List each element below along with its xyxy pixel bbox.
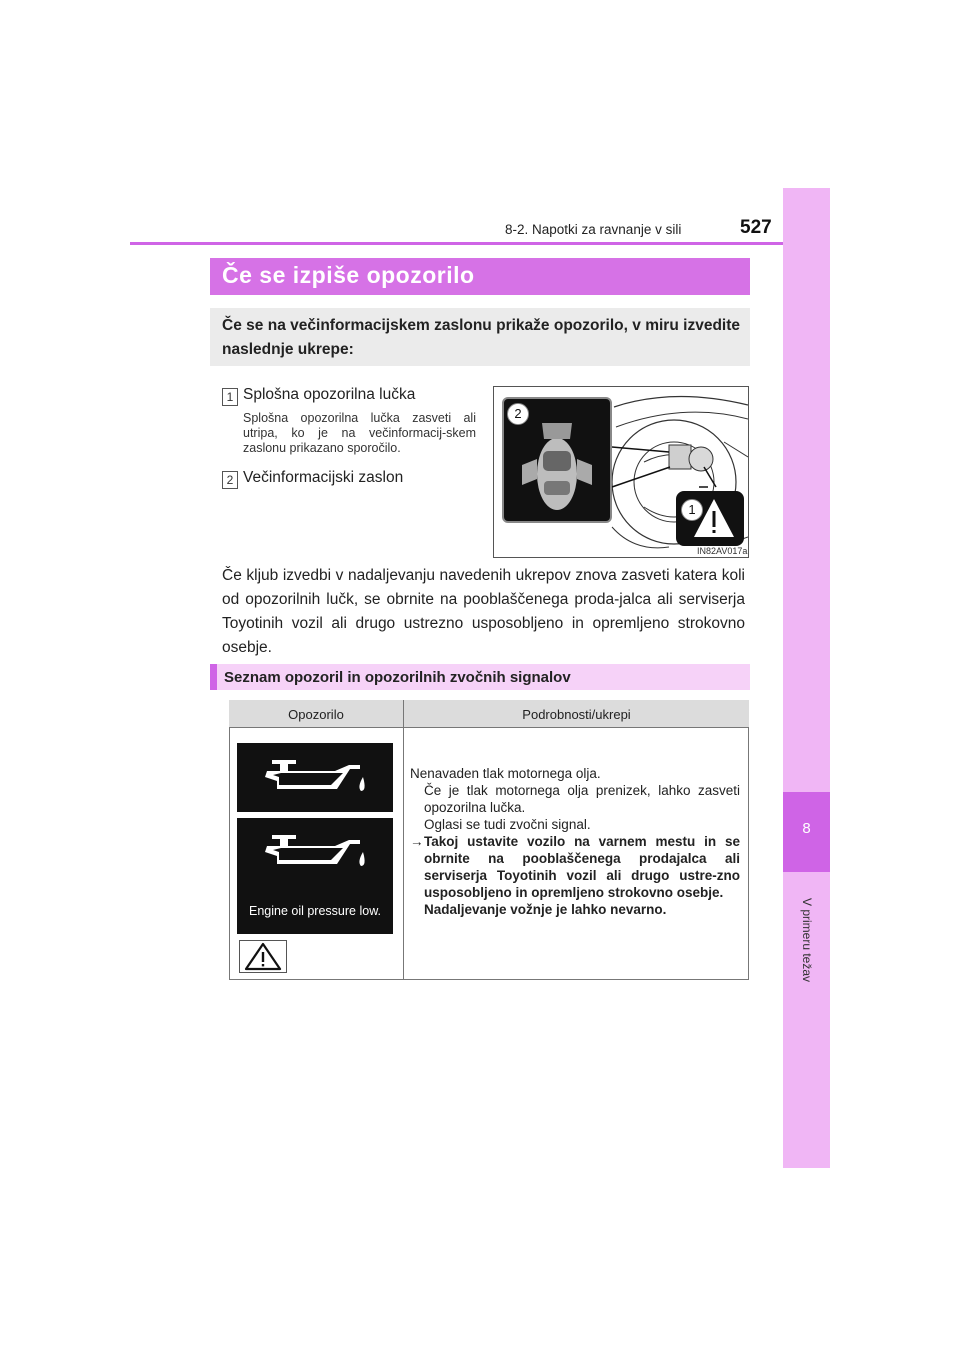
- action-row: [410, 833, 740, 901]
- details-title: Nenavaden tlak motornega olja.: [410, 766, 601, 781]
- chapter-number: 8: [802, 820, 811, 837]
- item-description: Splošna opozorilna lučka zasveti ali utripa, ko je na večinformacij-skem zaslonu prikazano sporočilo.: [243, 411, 476, 455]
- display-message-text: Engine oil pressure low.: [248, 904, 382, 918]
- table-column-divider: [403, 700, 404, 980]
- callout-1-badge: 1: [681, 499, 703, 521]
- multi-info-display-message: [237, 818, 393, 934]
- section-heading: 8-2. Napotki za ravnanje v sili: [505, 222, 682, 237]
- item-number-badge: 1: [222, 388, 238, 406]
- chapter-side-tab: [783, 188, 830, 1168]
- table-header-details: Podrobnosti/ukrepi: [522, 707, 631, 722]
- subsection-title: Seznam opozoril in opozorilnih zvočnih signalov: [224, 669, 571, 686]
- callout-2-badge: 2: [507, 403, 529, 425]
- figure-code: IN82AV017a: [697, 546, 748, 556]
- page-title: Če se izpiše opozorilo: [222, 262, 475, 288]
- header-rule: [130, 242, 783, 245]
- table-header-warning: Opozorilo: [288, 707, 344, 722]
- chapter-label-wrap: [792, 885, 822, 995]
- item-title: Večinformacijski zaslon: [243, 469, 404, 486]
- action-text: Takoj ustavite vozilo na varnem mestu in se obrnite na pooblaščenega prodajalca ali serviserja Toyotinih vozil ali drugo ustre-zno usposobljeno in opremljeno strokovno osebje.: [424, 834, 740, 900]
- item-number-badge: 2: [222, 471, 238, 489]
- master-warning-indicator: [239, 940, 287, 973]
- oil-can-icon: [237, 743, 393, 812]
- details-line: Če je tlak motornega olja prenizek, lahko zasveti opozorilna lučka.: [424, 783, 740, 815]
- oil-can-icon: [237, 818, 393, 898]
- details-line: Oglasi se tudi zvočni signal.: [424, 817, 591, 832]
- intro-text: Če se na večinformacijskem zaslonu prikaže opozorilo, v miru izvedite naslednje ukrepe:: [222, 317, 740, 358]
- page-number: 527: [740, 217, 772, 238]
- item-title: Splošna opozorilna lučka: [243, 386, 416, 403]
- body-paragraph: Če kljub izvedbi v nadaljevanju navedenih ukrepov znova zasveti katera koli od opozorilnih lučk, se obrnite na pooblaščenega proda-jalca ali serviserja Toyotinih vozil ali drugo ustrezno usposobljeno in opremljeno strokovno osebje.: [222, 567, 745, 656]
- action-note: Nadaljevanje vožnje je lahko nevarno.: [424, 902, 667, 917]
- chapter-label: V primeru težav: [800, 897, 814, 983]
- warning-details: [410, 765, 740, 918]
- arrow-icon: →: [410, 834, 424, 849]
- warning-triangle-icon: [240, 941, 286, 972]
- oil-pressure-indicator: [237, 743, 393, 812]
